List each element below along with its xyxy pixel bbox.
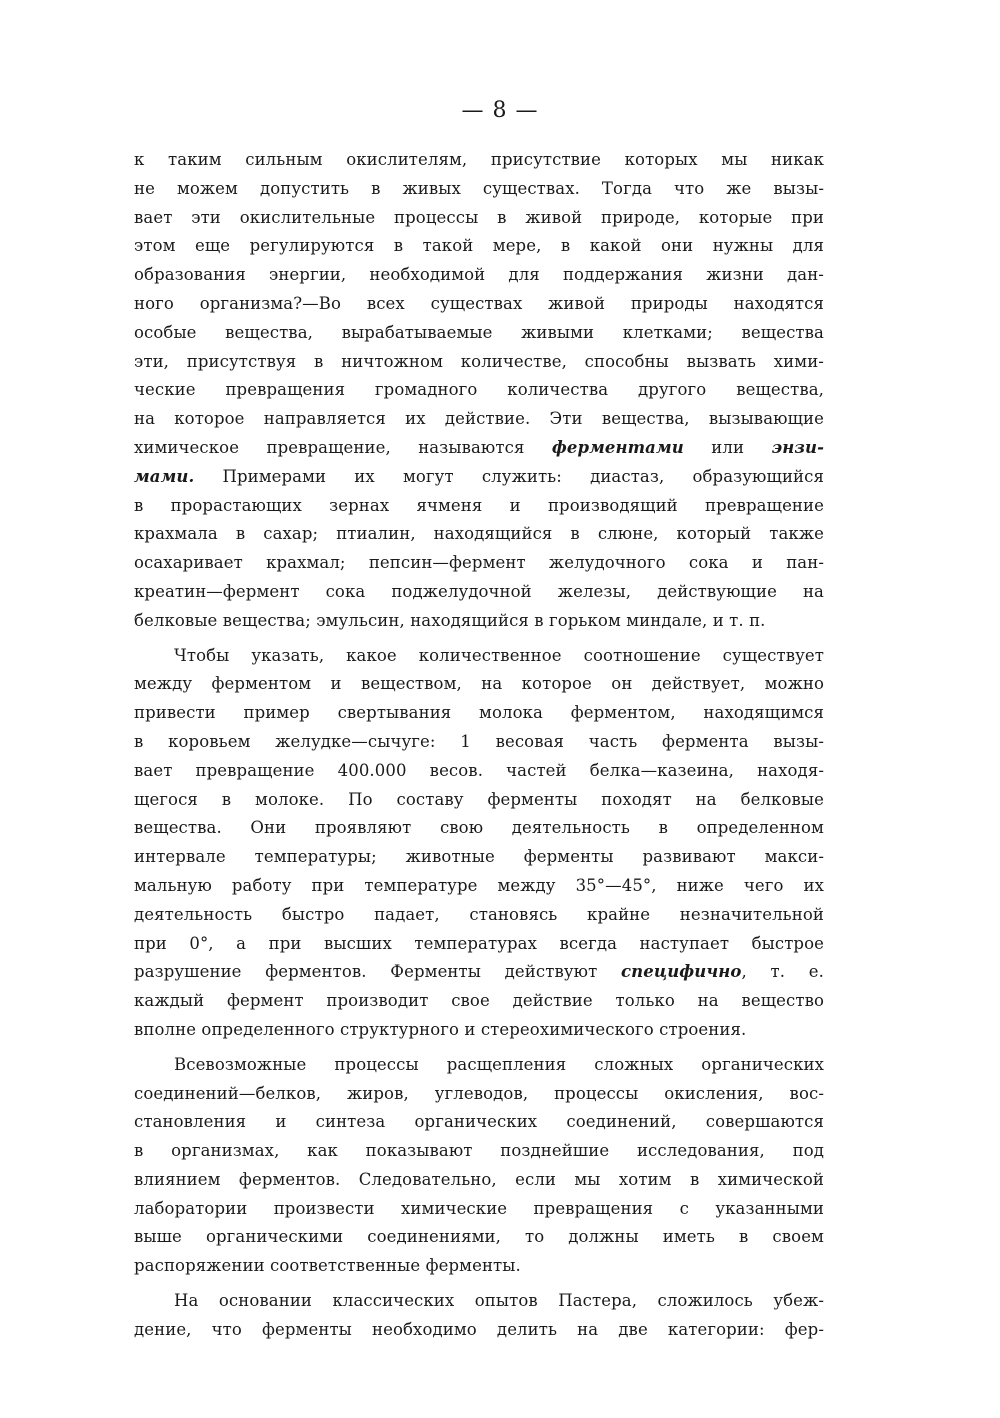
text-line: деятельность быстро падает, становясь крайне незначительной [134,904,824,924]
text-line: осахаривает крахмал; пепсин—фермент желудочного сока и пан- [134,553,824,573]
text-line: между ферментом и веществом, на которое он действует, можно [134,674,824,694]
text-line: образования энергии, необходимой для поддержания жизни дан- [134,265,824,285]
text-line: в организмах, как показывают позднейшие исследования, под [134,1141,824,1161]
text-line: распоряжении соответственные ферменты. [134,1256,521,1276]
emphasized-term: энзи- [771,437,824,457]
text-line: мальную работу при температуре между 35°—45°, ниже чего их [134,875,824,895]
text-run: , т. е. [741,962,824,982]
paragraph-1 [134,146,824,636]
text-line [134,434,824,463]
text-line [134,958,824,987]
paragraph-3 [134,1051,824,1281]
text-line: ного организма?—Во всех существах живой природы находятся [134,293,824,313]
text-line: креатин—фермент сока поджелудочной железы, действующие на [134,581,824,601]
text-line: каждый фермент производит свое действие только на вещество [134,991,824,1011]
paragraph-2 [134,642,824,1045]
body-text [134,146,824,1351]
text-line: эти, присутствуя в ничтожном количестве, способны вызвать хими- [134,351,824,371]
emphasized-term: специфично [621,962,742,982]
text-line: выше органическими соединениями, то должны иметь в своем [134,1227,824,1247]
text-line: вает эти окислительные процессы в живой природе, которые при [134,207,824,227]
text-line: лаборатории произвести химические превращения с указанными [134,1198,824,1218]
paragraph-4 [134,1287,824,1345]
text-line: вает превращение 400.000 весов. частей белка—казеина, находя- [134,760,824,780]
text-line: в коровьем желудке—сычуге: 1 весовая часть фермента вызы- [134,731,824,751]
text-line: не можем допустить в живых существах. Тогда что же вызы- [134,178,824,198]
text-line: при 0°, а при высших температурах всегда наступает быстрое [134,933,824,953]
text-line: особые вещества, вырабатываемые живыми клетками; вещества [134,322,824,342]
emphasized-term: мами. [134,466,195,486]
text-line: На основании классических опытов Пастера, сложилось убеж- [174,1291,824,1311]
text-line: в прорастающих зернах ячменя и производящий превращение [134,495,824,515]
text-line: Чтобы указать, какое количественное соотношение существует [174,645,824,665]
text-line: интервале температуры; животные ферменты развивают макси- [134,847,824,867]
text-line: влиянием ферментов. Следовательно, если мы хотим в химической [134,1169,824,1189]
emphasized-term: ферментами [551,437,684,457]
text-run: или [683,437,772,457]
text-line: вещества. Они проявляют свою деятельность в определенном [134,818,824,838]
text-line [134,463,824,492]
text-line: крахмала в сахар; птиалин, находящийся в слюне, который также [134,524,824,544]
text-line: белковые вещества; эмульсин, находящийся в горьком миндале, и т. п. [134,610,766,630]
text-line: вполне определенного структурного и стереохимического строения. [134,1019,747,1039]
page-number: — 8 — [461,98,539,123]
text-line: щегося в молоке. По составу ферменты походят на белковые [134,789,824,809]
text-run: разрушение ферментов. Ферменты действуют [134,962,622,982]
text-line: Всевозможные процессы расщепления сложных органических [174,1054,824,1074]
text-line: ческие превращения громадного количества другого вещества, [134,380,824,400]
text-line: дение, что ферменты необходимо делить на две категории: фер- [134,1319,824,1339]
text-line: соединений—белков, жиров, углеводов, процессы окисления, вос- [134,1083,824,1103]
text-run: химическое превращение, называются [134,437,552,457]
text-line: этом еще регулируются в такой мере, в какой они нужны для [134,236,824,256]
text-line: на которое направляется их действие. Эти вещества, вызывающие [134,409,824,429]
text-run: Примерами их могут служить: диастаз, образующийся [194,466,824,486]
text-line: привести пример свертывания молока ферментом, находящимся [134,703,824,723]
text-line: становления и синтеза органических соединений, совершаются [134,1112,824,1132]
text-line: к таким сильным окислителям, присутствие которых мы никак [134,150,824,169]
